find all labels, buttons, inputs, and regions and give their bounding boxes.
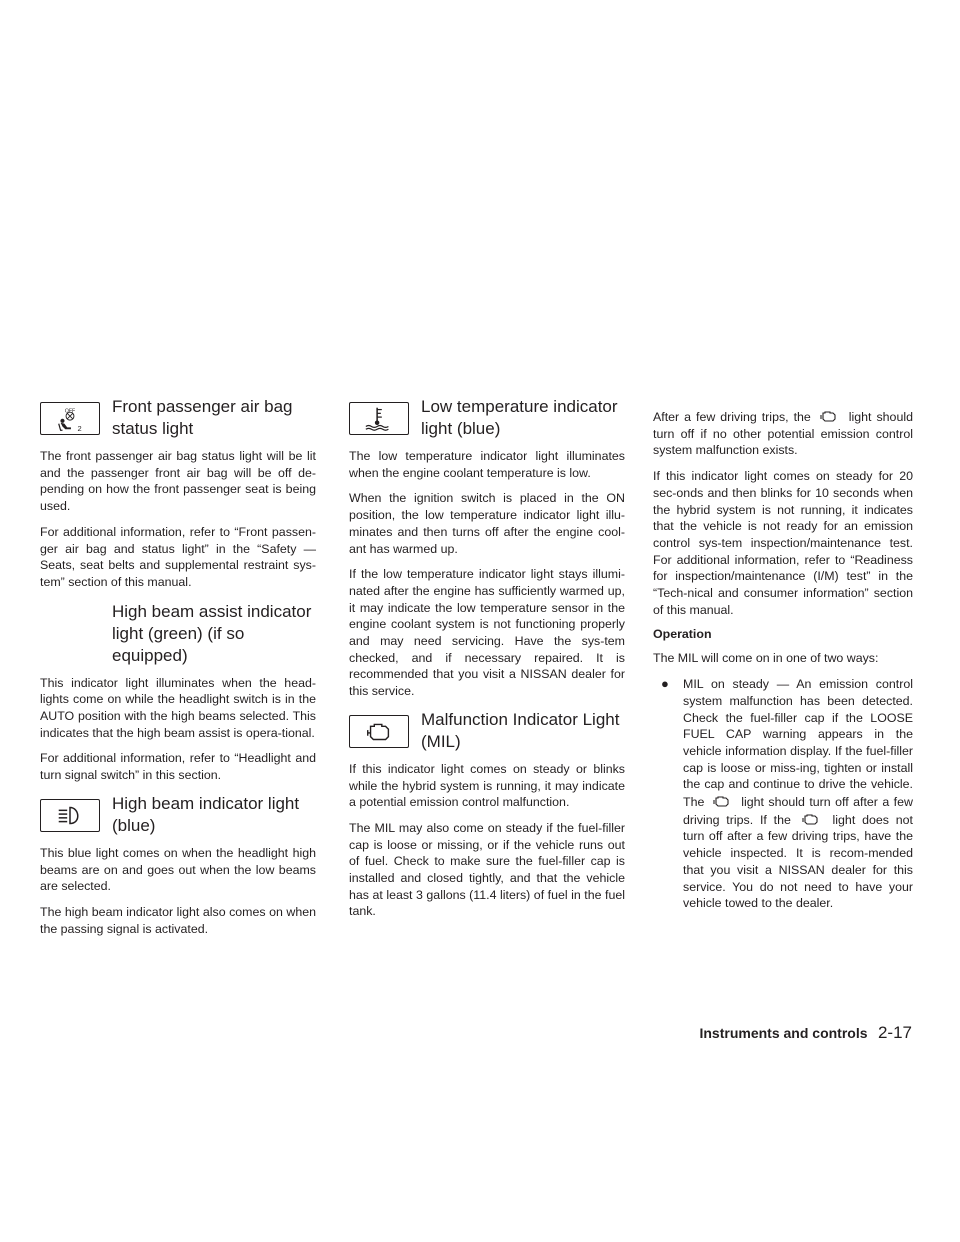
section-title: Malfunction Indicator Light (MIL) [421, 709, 620, 751]
check-engine-icon [349, 715, 409, 748]
text-span: light does not turn off after a few driving trips, have the vehicle inspected. It is recom-mended that you visit a NISSAN dealer for this service. You do not need to have your vehicle towed to the dealer. [683, 812, 913, 911]
high-beam-icon [40, 799, 100, 832]
text-span: light should turn off if no other potential emission control system malfunction exists. [653, 410, 913, 458]
paragraph: The low temperature indicator light illuminates when the engine coolant temperature is low. [349, 449, 625, 480]
text-span: After a few driving trips, the [653, 410, 811, 424]
paragraph: This indicator light illuminates when the head-lights come on while the headlight switch is in the AUTO position with the high beams selected. This indicates that the high beam assist is opera-tional. [40, 675, 316, 740]
low-temperature-icon [349, 402, 409, 435]
column-middle [349, 396, 625, 929]
section-header-low-temp [349, 396, 625, 440]
paragraph: The MIL may also come on steady if the fuel-filler cap is loose or missing, or if the vehicle runs out of fuel. Check to make sure the fuel-filler cap is installed and closed tightly, and that the vehicle has at least 3 gallons (11.4 liters) of fuel in the fuel tank. [349, 820, 625, 919]
paragraph: When the ignition switch is placed in the ON position, the low temperature indicator light illu-minates and then turns off after the engine cool-ant has warmed up. [349, 491, 625, 556]
section-title: High beam assist indicator light (green) (if so equipped) [112, 601, 312, 665]
paragraph: For additional information, refer to “Front passen-ger air bag and status light” in the “Safety — Seats, seat belts and supplemental restraint sys-tem” section of this manual. [40, 524, 316, 589]
check-engine-icon [798, 811, 826, 827]
text-span: MIL on steady — An emission control system malfunction has been detected. Check the fuel-filler cap if the LOOSE FUEL CAP warning appears in the vehicle information display. If the fuel-filler cap is loose or miss-ing, tighten or install the cap and continue to drive the vehicle. The [683, 677, 913, 810]
paragraph: If this indicator light comes on steady or blinks while the hybrid system is running, it may indicate a potential emission control malfunction. [349, 761, 625, 810]
svg-text:2: 2 [77, 424, 82, 434]
check-engine-icon [816, 408, 844, 424]
page-footer [0, 1023, 912, 1043]
column-right [653, 396, 913, 921]
column-left [40, 396, 316, 946]
bullet-mark: ● [661, 676, 669, 692]
paragraph: If this indicator light comes on steady for 20 sec-onds and then blinks for 10 seconds when the hybrid system is not running, it indicates that the vehicle is not ready for an emission control sys-tem inspection/maintenance test. For additional information, refer to “Readiness for inspection/maintenance (I/M) test” in the “Tech-nical and consumer information” section of this manual. [653, 469, 913, 617]
check-engine-icon [709, 793, 737, 809]
section-title: High beam indicator light (blue) [112, 793, 300, 835]
bullet-item [653, 676, 913, 912]
section-header-high-beam-assist [40, 601, 316, 667]
text-span: light should turn off after a few driving trips. If the [683, 795, 913, 827]
section-header-airbag [40, 396, 316, 440]
paragraph: The front passenger air bag status light will be lit and the passenger front air bag will be off de-pending on how the front passenger seat is being used. [40, 449, 316, 514]
subheading: Operation [653, 627, 712, 642]
airbag-off-icon [40, 402, 100, 435]
paragraph: The high beam indicator light also comes on when the passing signal is activated. [40, 904, 316, 936]
paragraph: This blue light comes on when the headlight high beams are on and goes out when the low beams are selected. [40, 845, 316, 894]
section-header-high-beam [40, 793, 316, 837]
page-number: 2-17 [877, 1023, 912, 1042]
section-header-mil [349, 709, 625, 753]
svg-text:OFF: OFF [64, 408, 76, 415]
paragraph: For additional information, refer to “Headlight and turn signal switch” in this section. [40, 751, 316, 783]
paragraph: The MIL will come on in one of two ways: [653, 651, 879, 666]
section-title: Front passenger air bag status light [112, 397, 293, 438]
section-title: Low temperature indicator light (blue) [421, 397, 618, 438]
paragraph: If the low temperature indicator light stays illumi-nated after the engine has sufficiently warmed up, it may indicate the low temperature sensor in the engine coolant system is not functioning properly and may need servicing. Have the sys-tem checked, and if necessary repaired. It is recommended that you visit a NISSAN dealer for this service. [349, 567, 625, 699]
footer-section-title: Instruments and controls [699, 1025, 868, 1041]
paragraph [653, 408, 913, 459]
